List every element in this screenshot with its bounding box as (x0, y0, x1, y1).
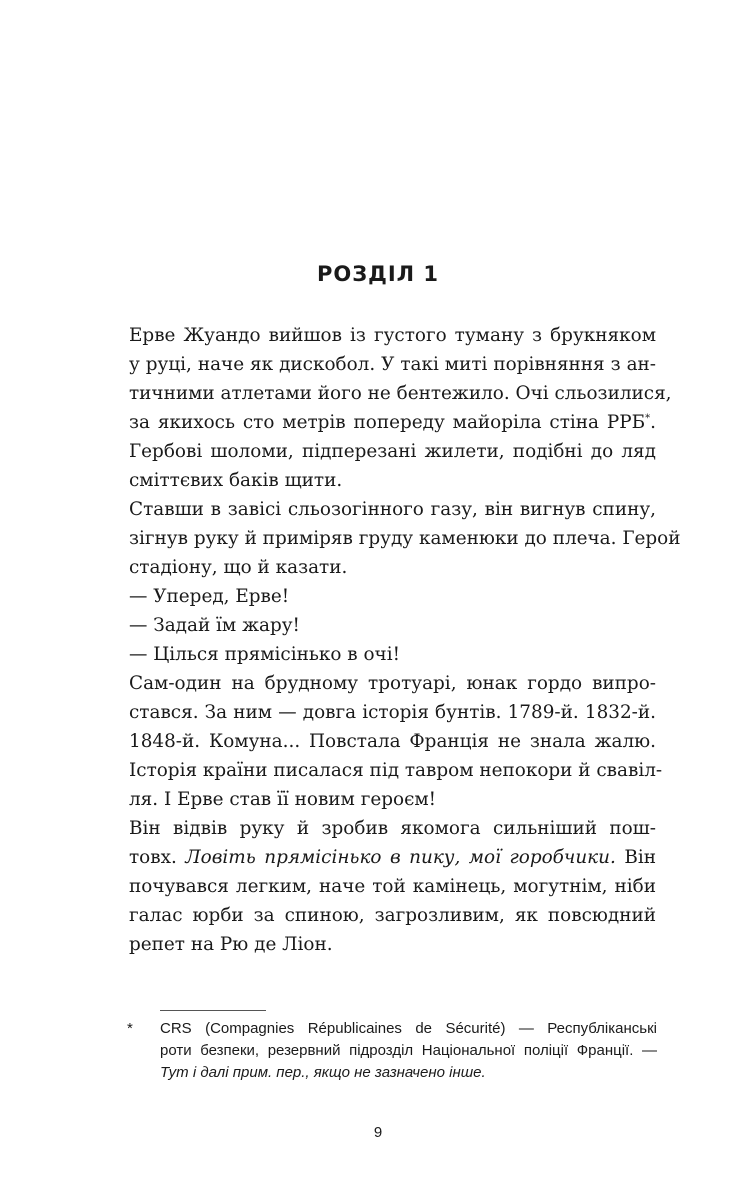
text-line: зігнув руку й приміряв груду каменюки до плеча. Герой (129, 528, 681, 549)
text-line: тичними атлетами його не бентежило. Очі сльозилися, (129, 383, 672, 404)
text-fragment: . (650, 412, 656, 433)
footnote-ref: * (645, 412, 651, 424)
footnote-line: CRS (Compagnies Républicaines de Sécurité) — Республіканські (160, 1020, 657, 1037)
text-line: стався. За ним — довга історія бунтів. 1789-й. 1832-й. (129, 702, 656, 723)
text-line: у руці, наче як дискобол. У такі миті порівняння з ан- (129, 354, 656, 375)
footnote-italic: Тут і далі прим. пер., якщо не зазначено інше. (160, 1064, 486, 1081)
footnote-text (160, 1018, 657, 1084)
text-line (129, 408, 656, 437)
text-line: Ерве Жуандо вийшов із густого туману з брукняком (129, 325, 656, 346)
italic-phrase: Ловіть прямісінько в пику, мої горобчики. (185, 847, 616, 868)
text-line: Він відвів руку й зробив якомога сильніший пош- (129, 818, 656, 839)
text-fragment: за якихось сто метрів попереду майоріла стіна РРБ (129, 412, 646, 433)
text-line: ля. І Ерве став її новим героєм! (129, 789, 437, 810)
footnote-line: роти безпеки, резервний підрозділ Національної поліції Франції. — (160, 1042, 657, 1059)
text-line (129, 843, 656, 872)
text-fragment: товх. (129, 847, 177, 868)
dialogue-line: — Задай їм жару! (129, 615, 300, 636)
text-line: Сам-один на брудному тротуарі, юнак гордо випро- (129, 673, 656, 694)
dialogue-line: — Цілься прямісінько в очі! (129, 644, 400, 665)
footnote-divider (160, 1010, 266, 1011)
page-number: 9 (373, 1124, 383, 1141)
text-line: стадіону, що й казати. (129, 557, 348, 578)
text-line: галас юрби за спиною, загрозливим, як повсюдний (129, 905, 656, 926)
footnote-line (160, 1062, 657, 1084)
dialogue-line: — Уперед, Ерве! (129, 586, 290, 607)
text-fragment: Він (624, 847, 656, 868)
text-line: Гербові шоломи, підперезані жилети, подібні до ляд (129, 441, 656, 462)
text-fragment: Ставши в завісі сльозогінного газу, він вигнув спину, (129, 499, 656, 520)
text-line: Історія країни писалася під тавром непокори й свавіл- (129, 760, 663, 781)
text-line: почувався легким, наче той камінець, могутнім, ніби (129, 876, 656, 897)
text-line: репет на Рю де Ліон. (129, 934, 333, 955)
body-text (129, 321, 681, 959)
footnote-marker: * (127, 1020, 133, 1037)
text-line (129, 495, 656, 524)
chapter-title: РОЗДІЛ 1 (316, 262, 440, 286)
footnote (127, 1018, 657, 1084)
text-line: сміттєвих баків щити. (129, 470, 343, 491)
text-line: 1848-й. Комуна... Повстала Франція не знала жалю. (129, 731, 656, 752)
